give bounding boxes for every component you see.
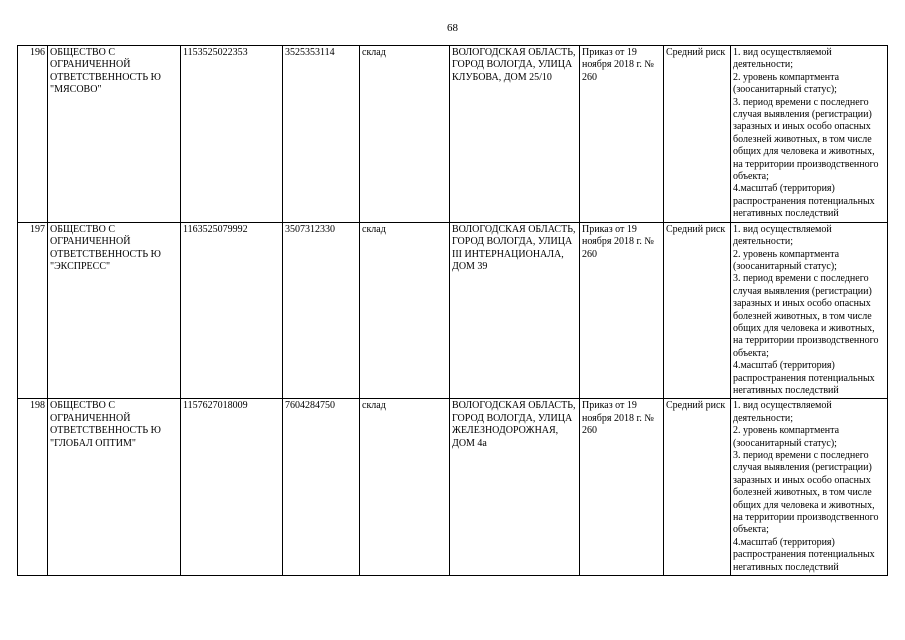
ogrn-cell: 1157627018009: [181, 399, 283, 576]
criterion-line: 2. уровень компартмента (зоосанитарный статус);: [733, 71, 840, 96]
inn-cell: 3525353114: [283, 46, 360, 223]
inn-cell: 3507312330: [283, 222, 360, 399]
organization-name: ОБЩЕСТВО С ОГРАНИЧЕННОЙ ОТВЕТСТВЕННОСТЬ Ю "ЭКСПРЕСС": [48, 222, 181, 399]
criterion-line: 4.масштаб (территория) распространения потенциальных негативных последствий: [733, 536, 875, 573]
page-number: 68: [447, 22, 458, 34]
order-cell: Приказ от 19 ноября 2018 г. № 260: [580, 46, 664, 223]
criterion-line: 1. вид осуществляемой деятельности;: [733, 47, 832, 71]
ogrn-cell: 1153525022353: [181, 46, 283, 223]
organization-name: ОБЩЕСТВО С ОГРАНИЧЕННОЙ ОТВЕТСТВЕННОСТЬ Ю "МЯСОВО": [48, 46, 181, 223]
inn-cell: 7604284750: [283, 399, 360, 576]
criterion-line: 1. вид осуществляемой деятельности;: [733, 400, 832, 424]
criterion-line: 3. период времени с последнего случая выявления (регистрации) заразных и иных особо опасных болезней животных, в том числе общих для человека и животных, на территории производственного объекта;: [733, 96, 879, 183]
registry-table: [17, 45, 888, 576]
risk-cell: Средний риск: [664, 222, 731, 399]
criterion-line: 4.масштаб (территория) распространения потенциальных негативных последствий: [733, 360, 875, 396]
criteria-cell: [731, 399, 888, 576]
address-cell: ВОЛОГОДСКАЯ ОБЛАСТЬ, ГОРОД ВОЛОГДА, УЛИЦА КЛУБОВА, ДОМ 25/10: [450, 46, 580, 223]
criterion-line: 3. период времени с последнего случая выявления (регистрации) заразных и иных особо опасных болезней животных, в том числе общих для человека и животных, на территории производственного объекта;: [733, 273, 879, 359]
risk-cell: Средний риск: [664, 399, 731, 576]
object-type-cell: склад: [360, 222, 450, 399]
criterion-line: 3. период времени с последнего случая выявления (регистрации) заразных и иных особо опасных болезней животных, в том числе общих для человека и животных, на территории производственного объекта;: [733, 450, 879, 536]
table-row: [18, 46, 888, 223]
object-type-cell: склад: [360, 399, 450, 576]
table-row: [18, 399, 888, 576]
address-cell: ВОЛОГОДСКАЯ ОБЛАСТЬ, ГОРОД ВОЛОГДА, УЛИЦА III ИНТЕРНАЦИОНАЛА, ДОМ 39: [450, 222, 580, 399]
table-row: [18, 222, 888, 399]
row-number: 196: [18, 46, 48, 223]
criterion-line: 1. вид осуществляемой деятельности;: [733, 223, 832, 248]
address-cell: ВОЛОГОДСКАЯ ОБЛАСТЬ, ГОРОД ВОЛОГДА, УЛИЦА ЖЕЛЕЗНОДОРОЖНАЯ, ДОМ 4а: [450, 399, 580, 576]
order-cell: Приказ от 19 ноября 2018 г. № 260: [580, 222, 664, 399]
object-type-cell: склад: [360, 46, 450, 223]
row-number: 198: [18, 399, 48, 576]
criterion-line: 2. уровень компартмента (зоосанитарный статус);: [733, 425, 840, 449]
criteria-cell: [731, 222, 888, 399]
criteria-cell: [731, 46, 888, 223]
organization-name: ОБЩЕСТВО С ОГРАНИЧЕННОЙ ОТВЕТСТВЕННОСТЬ Ю "ГЛОБАЛ ОПТИМ": [48, 399, 181, 576]
criterion-line: 2. уровень компартмента (зоосанитарный статус);: [733, 248, 840, 272]
criterion-line: 4.масштаб (территория) распространения потенциальных негативных последствий: [733, 183, 875, 220]
row-number: 197: [18, 222, 48, 399]
ogrn-cell: 1163525079992: [181, 222, 283, 399]
order-cell: Приказ от 19 ноября 2018 г. № 260: [580, 399, 664, 576]
risk-cell: Средний риск: [664, 46, 731, 223]
